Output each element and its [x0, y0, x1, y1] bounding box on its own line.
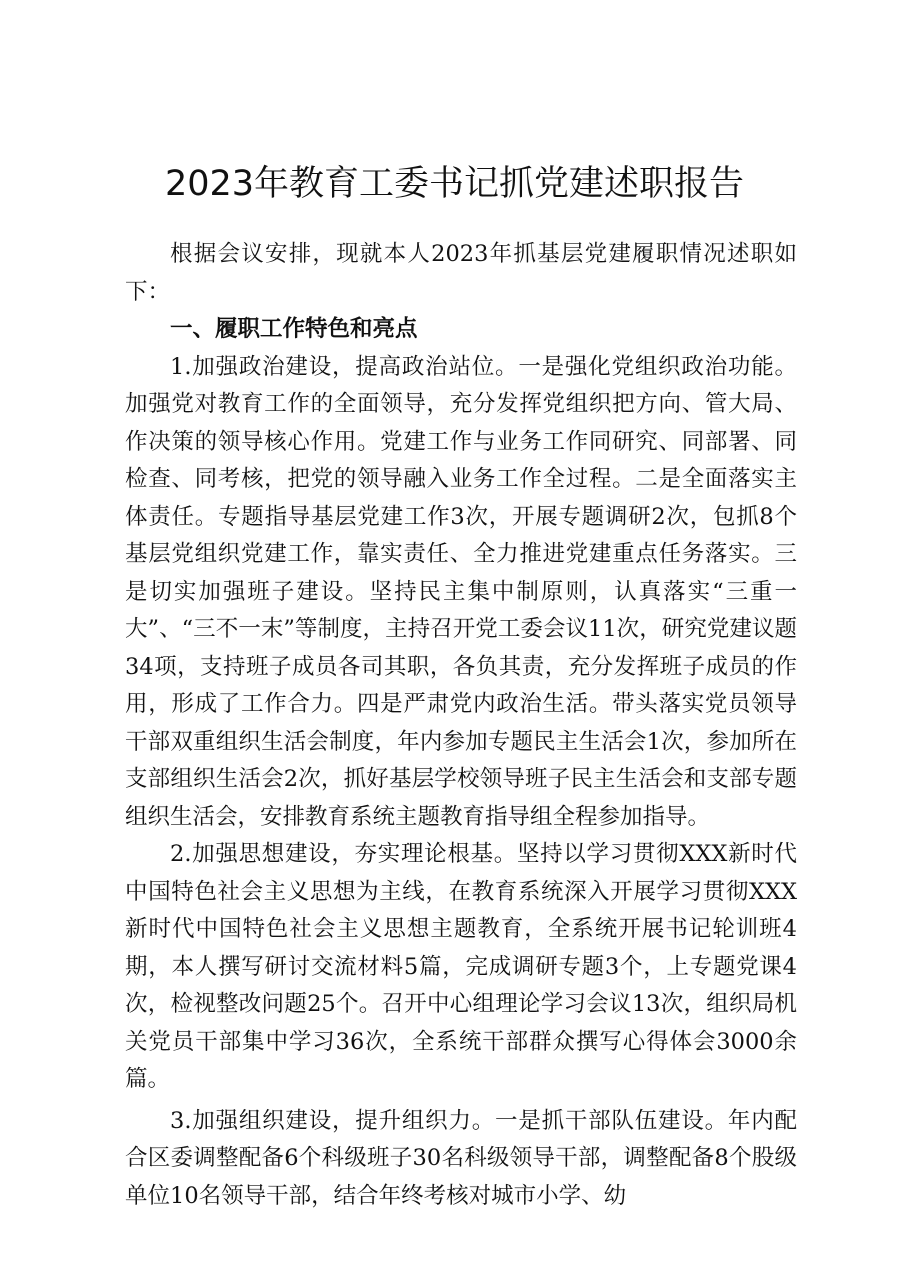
intro-paragraph: 根据会议安排，现就本人2023年抓基层党建履职情况述职如下：: [125, 241, 797, 305]
paragraph-political-building: 1.加强政治建设，提高政治站位。一是强化党组织政治功能。加强党对教育工作的全面领导，充分发挥党组织把方向、管大局、作决策的领导核心作用。党建工作与业务工作同研究、同部署、同检查、同考核，把党的领导融入业务工作全过程。二是全面落实主体责任。专题指导基层党建工作3次，开展专题调研2次，包抓8个基层党组织党建工作，靠实责任、全力推进党建重点任务落实。三是切实加强班子建设。坚持民主集中制原则，认真落实“三重一大”、“三不一末”等制度，主持召开党工委会议11次，研究党建议题34项，支持班子成员各司其职，各负其责，充分发挥班子成员的作用，形成了工作合力。四是严肃党内政治生活。带头落实党员领导干部双重组织生活会制度，年内参加专题民主生活会1次，参加所在支部组织生活会2次，抓好基层学校领导班子民主生活会和支部专题组织生活会，安排教育系统主题教育指导组全程参加指导。: [125, 353, 797, 830]
paragraph-ideological-building: 2.加强思想建设，夯实理论根基。坚持以学习贯彻XXX新时代中国特色社会主义思想为主线，在教育系统深入开展学习贯彻XXX新时代中国特色社会主义思想主题教育，全系统开展书记轮训班4期，本人撰写研讨交流材料5篇，完成调研专题3个，上专题党课4次，检视整改问题25个。召开中心组理论学习会议13次，组织局机关党员干部集中学习36次，全系统干部群众撰写心得体会3000余篇。: [125, 841, 797, 1092]
document-title: 2023年教育工委书记抓党建述职报告: [164, 164, 745, 204]
paragraph-organizational-building: 3.加强组织建设，提升组织力。一是抓干部队伍建设。年内配合区委调整配备6个科级班子30名科级领导干部，调整配备8个股级单位10名领导干部，结合年终考核对城市小学、幼: [125, 1107, 797, 1209]
document-body: [125, 236, 797, 1215]
section-heading: 一、履职工作特色和亮点: [170, 316, 418, 342]
